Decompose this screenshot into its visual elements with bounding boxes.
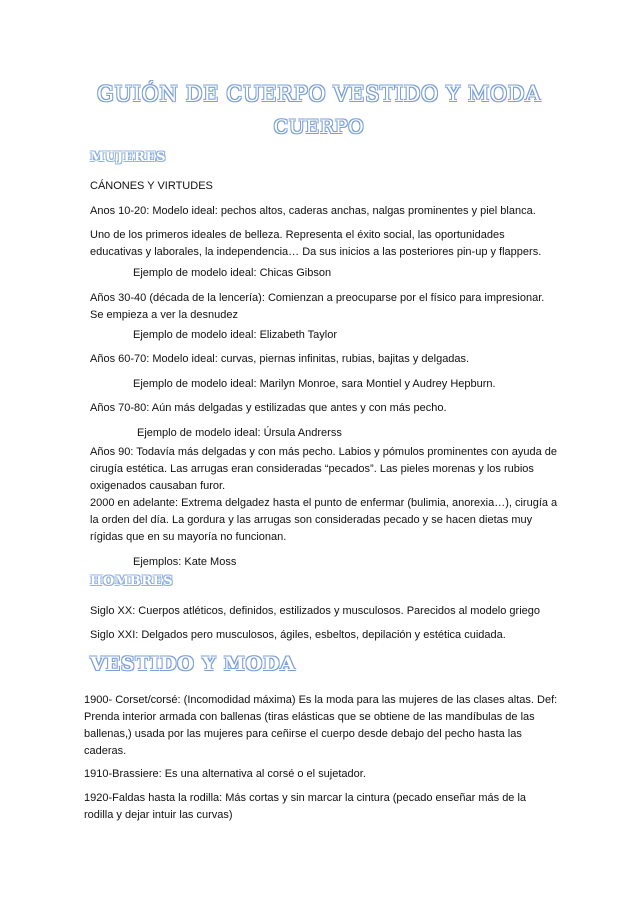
subheading-canones: CÁNONES Y VIRTUDES (90, 180, 213, 192)
example-moss: Ejemplos: Kate Moss (133, 556, 237, 568)
paragraph-1920-faldas: 1920-Faldas hasta la rodilla: Más cortas y sin marcar la cintura (pecado enseñar más de la rodilla y dejar intuir las curvas) (84, 792, 527, 821)
example-gibson: Ejemplo de modelo ideal: Chicas Gibson (133, 267, 332, 279)
paragraph-siglo-xxi: Siglo XXI: Delgados pero musculosos, ágiles, esbeltos, depilación y estética cuidada. (90, 629, 506, 641)
paragraph-1910-brassiere: 1910-Brassiere: Es una alternativa al corsé o el sujetador. (84, 768, 366, 780)
heading-vestido-moda: VESTIDO Y MODA (90, 653, 296, 675)
paragraph-anos-30-40: Años 30-40 (década de la lencería): Comienzan a preocuparse por el físico para impresionar. Se empieza a ver la desnudez (90, 292, 545, 321)
heading-hombres: HOMBRES (90, 574, 174, 589)
paragraph-primeros-ideales: Uno de los primeros ideales de belleza. Representa el éxito social, las oportunidades educativas y laborales, la independencia… Da sus inicios a las posteriores pin-up y flappers. (90, 229, 542, 258)
example-monroe: Ejemplo de modelo ideal: Marilyn Monroe, sara Montiel y Audrey Hepburn. (133, 378, 496, 390)
paragraph-siglo-xx: Siglo XX: Cuerpos atléticos, definidos, estilizados y musculosos. Parecidos al modelo griego (90, 605, 541, 617)
paragraph-anos-90: Años 90: Todavía más delgadas y con más pecho. Labios y pómulos prominentes con ayuda de cirugía estética. Las arrugas eran consideradas “pecados”. Las pieles morenas y los rubios oxigenados causaban furor. (90, 446, 557, 492)
paragraph-anos-70-80: Años 70-80: Aún más delgadas y estilizadas que antes y con más pecho. (90, 402, 447, 414)
paragraph-anos-60-70: Años 60-70: Modelo ideal: curvas, piernas infinitas, rubias, bajitas y delgadas. (90, 353, 470, 365)
section-title-cuerpo: CUERPO (273, 116, 365, 138)
document-title: GUIÓN DE CUERPO VESTIDO Y MODA (97, 82, 541, 106)
paragraph-1900-corset: 1900- Corset/corsé: (Incomodidad máxima) Es la moda para las mujeres de las clases altas. Def: Prenda interior armada con ballenas (tiras elásticas que se obtiene de las mandíbulas de las ballenas,) usada por las mujeres para ceñirse el cuerpo desde debajo del pecho hasta las caderas. (84, 694, 558, 757)
paragraph-2000: 2000 en adelante: Extrema delgadez hasta el punto de enfermar (bulimia, anorexia…), cirugía a la orden del día. La gordura y las arrugas son consideradas pecado y se hacen dietas muy rígidas que en su mayoría no funcionan. (90, 497, 558, 543)
paragraph-anos-10-20: Anos 10-20: Modelo ideal: pechos altos, caderas anchas, nalgas prominentes y piel blanca. (90, 205, 536, 217)
example-andress: Ejemplo de modelo ideal: Úrsula Andrerss (137, 427, 342, 439)
heading-mujeres: MUJERES (90, 150, 167, 165)
example-taylor: Ejemplo de modelo ideal: Elizabeth Taylor (133, 329, 338, 341)
